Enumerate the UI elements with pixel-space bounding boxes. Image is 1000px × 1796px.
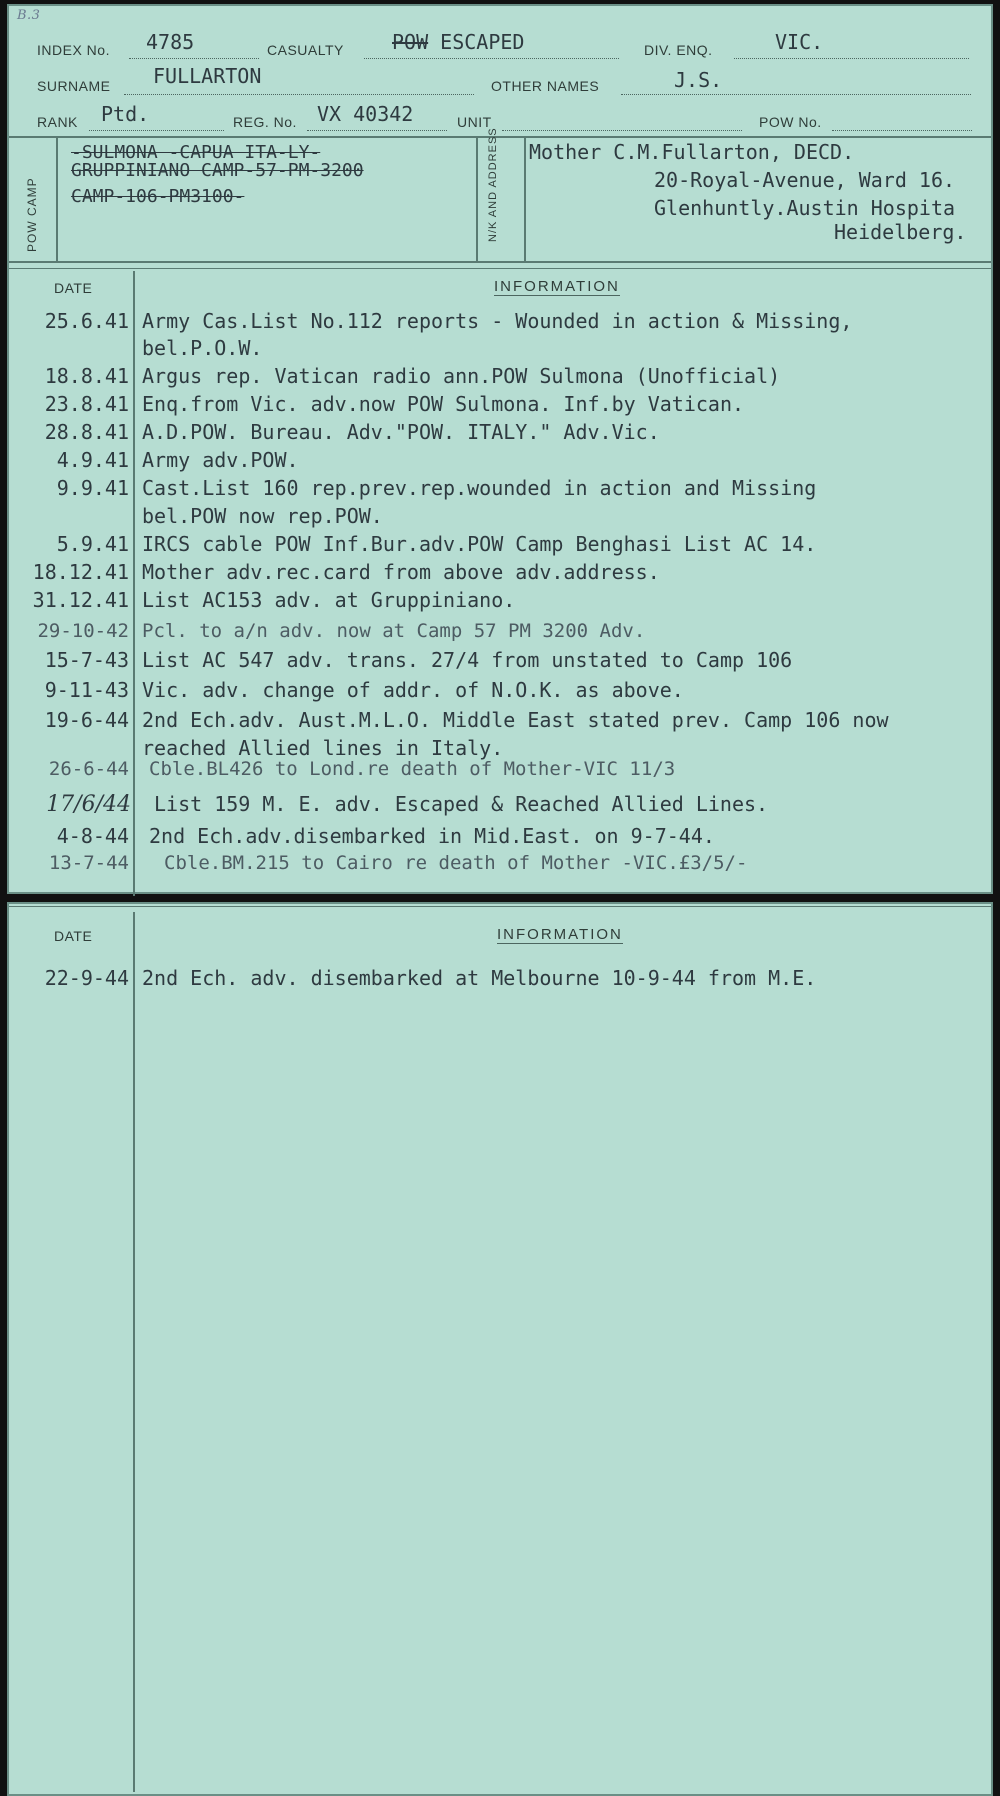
row-date: 18.12.41 [32,560,129,584]
div-enq-label: DIV. ENQ. [644,42,713,58]
nok-line-3: Glenhuntly.Austin Hospita [654,196,956,220]
row-date: 25.6.41 [44,309,129,333]
reg-no-value: VX 40342 [317,102,414,126]
row-date: 22-9-44 [44,966,129,990]
row-date: 31.12.41 [32,588,129,612]
nok-line-1: Mother C.M.Fullarton, DECD. [529,140,855,164]
row-text: A.D.POW. Bureau. Adv."POW. ITALY." Adv.Vic. [142,420,660,444]
row-text: Vic. adv. change of addr. of N.O.K. as above. [142,678,684,702]
casualty-value: ESCAPED [440,30,525,54]
reg-no-label: REG. No. [233,114,297,130]
row-text: 2nd Ech.adv.disembarked in Mid.East. on 9-7-44. [149,824,715,848]
row-date: 28.8.41 [44,420,129,444]
pow-camp-label: POW CAMP [25,177,39,252]
row-text: Argus rep. Vatican radio ann.POW Sulmona (Unofficial) [142,364,781,388]
row-date: 15-7-43 [44,648,129,672]
record-card-front [7,4,993,894]
casualty-label: CASUALTY [267,42,344,58]
row-date: 26-6-44 [48,758,129,780]
row-text: Cast.List 160 rep.prev.rep.wounded in action and Missing [142,476,817,500]
unit-label: UNIT [457,114,492,130]
row-date: 18.8.41 [44,364,129,388]
row-text: List AC153 adv. at Gruppiniano. [142,588,516,612]
row-text: List 159 M. E. adv. Escaped & Reached Allied Lines. [154,792,769,816]
casualty-struck: POW [392,30,429,54]
date-header: DATE [54,280,93,296]
pow-no-label: POW No. [759,114,822,130]
index-label: INDEX No. [37,42,110,58]
date-header: DATE [54,928,93,944]
row-text: reached Allied lines in Italy. [142,736,504,760]
row-text: IRCS cable POW Inf.Bur.adv.POW Camp Benghasi List AC 14. [142,532,817,556]
row-text: Cble.BM.215 to Cairo re death of Mother -VIC.£3/5/- [164,852,748,874]
row-text: bel.P.O.W. [142,336,263,360]
surname-label: SURNAME [37,78,111,94]
row-text: Pcl. to a/n adv. now at Camp 57 PM 3200 Adv. [142,620,646,642]
form-code: B.3 [17,8,41,23]
row-text: bel.POW now rep.POW. [142,504,383,528]
pow-camp-line-1: -SULMONA -CAPUA ITA-LY- [71,142,321,163]
record-card-back [7,902,993,1796]
surname-value: FULLARTON [153,64,262,88]
row-text: 2nd Ech. adv. disembarked at Melbourne 10-9-44 from M.E. [142,966,817,990]
other-names-value: J.S. [674,68,723,92]
row-text: Army Cas.List No.112 reports - Wounded in action & Missing, [142,309,853,333]
nok-label: N/K AND ADDRESS [487,127,499,242]
pow-camp-line-2: GRUPPINIANO CAMP-57-PM-3200 [71,160,364,181]
row-date: 19-6-44 [44,708,129,732]
row-date: 4-8-44 [56,824,129,848]
information-header: INFORMATION [497,926,623,943]
row-date: 17/6/44 [46,792,131,817]
row-date: 5.9.41 [56,532,129,556]
row-date: 29-10-42 [37,620,129,642]
rank-label: RANK [37,114,78,130]
div-enq-value: VIC. [775,30,824,54]
pow-camp-line-3: CAMP-106-PM3100- [71,186,245,207]
row-date: 9.9.41 [56,476,129,500]
row-text: List AC 547 adv. trans. 27/4 from unstated to Camp 106 [142,648,793,672]
row-text: Army adv.POW. [142,448,299,472]
row-text: 2nd Ech.adv. Aust.M.L.O. Middle East stated prev. Camp 106 now [142,708,889,732]
information-header: INFORMATION [494,278,620,295]
row-date: 4.9.41 [56,448,129,472]
row-text: Enq.from Vic. adv.now POW Sulmona. Inf.by Vatican. [142,392,745,416]
nok-line-4: Heidelberg. [834,220,967,244]
row-date: 23.8.41 [44,392,129,416]
nok-line-2: 20-Royal-Avenue, Ward 16. [654,168,956,192]
row-text: Mother adv.rec.card from above adv.address. [142,560,660,584]
rank-value: Ptd. [101,102,150,126]
casualty-values [392,30,524,54]
row-date: 13-7-44 [48,852,129,874]
index-value: 4785 [146,30,195,54]
row-text: Cble.BL426 to Lond.re death of Mother-VIC 11/3 [149,758,676,780]
other-names-label: OTHER NAMES [491,78,600,94]
row-date: 9-11-43 [44,678,129,702]
